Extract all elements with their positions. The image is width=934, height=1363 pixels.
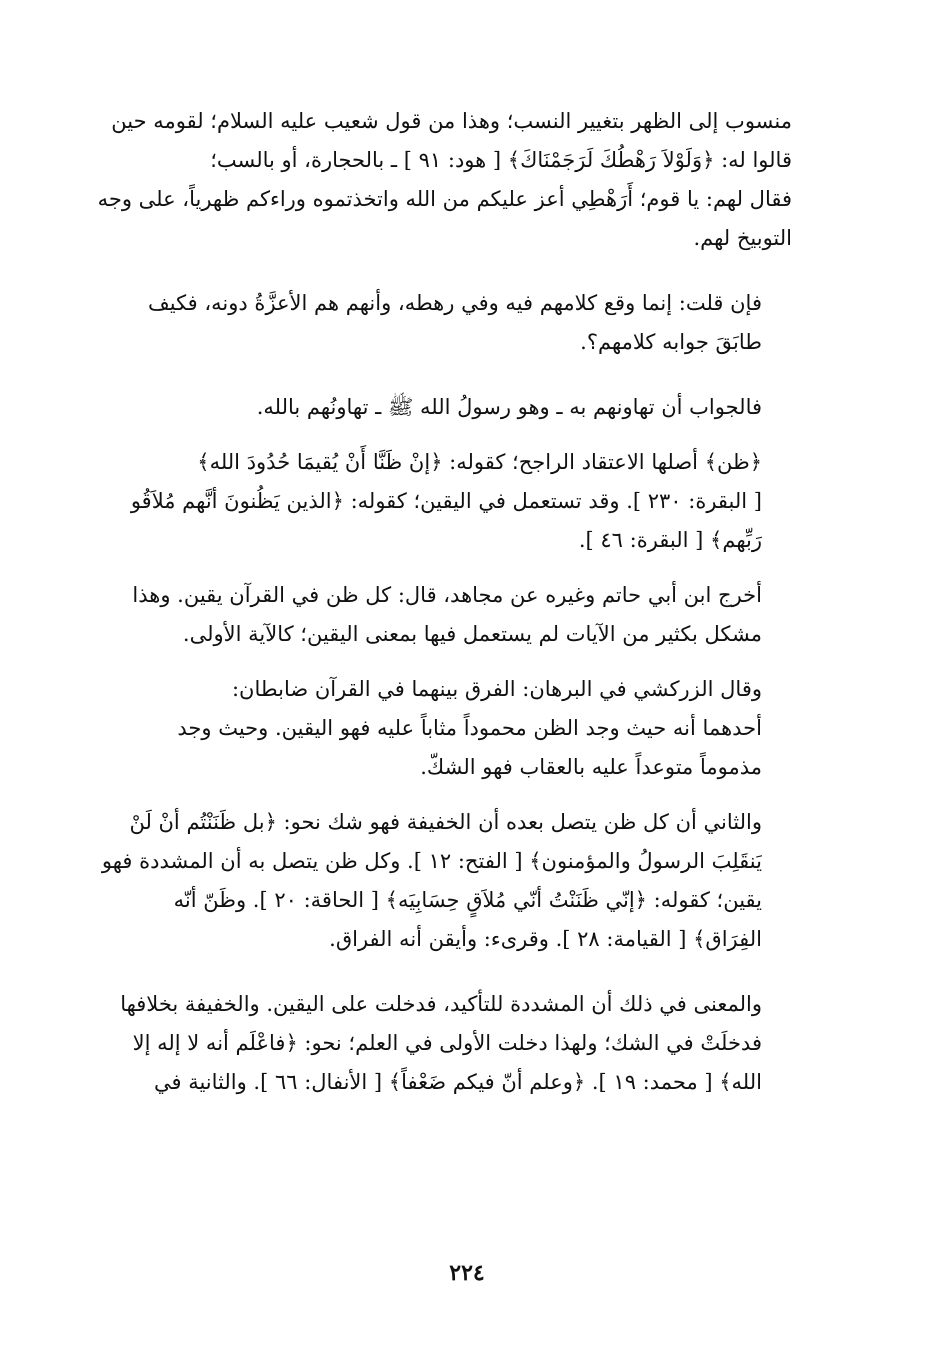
text-line: والثاني أن كل ظن يتصل بعده أن الخفيفة فهو شك نحو: ﴿بل ظَنَنْتُم أنْ لَنْ (129, 810, 762, 834)
text-line: مشكل بكثير من الآيات لم يستعمل فيها بمعنى اليقين؛ كالآية الأولى. (182, 622, 762, 646)
paragraph-7 (92, 709, 792, 787)
text-line: الله﴾ [ محمد: ١٩ ]. ﴿وعلم أنّ فيكم ضَعْفاً﴾ [ الأنفال: ٦٦ ]. والثانية في (153, 1070, 762, 1094)
paragraph-8 (92, 803, 792, 959)
text-line: يقين؛ كقوله: ﴿إنّي ظَنَنْتُ أنّي مُلاَقٍ حِسَابِيَه﴾ [ الحاقة: ٢٠ ]. وظَنّ أنّه (173, 888, 762, 912)
text-line: أحدهما أنه حيث وجد الظن محموداً مثاباً عليه فهو اليقين. وحيث وجد (177, 716, 762, 740)
text-line: طابَقَ جوابه كلامهم؟. (580, 330, 762, 354)
paragraph-6 (92, 670, 792, 709)
text-line: وقال الزركشي في البرهان: الفرق بينهما في القرآن ضابطان: (231, 677, 762, 701)
text-line: [ البقرة: ٢٣٠ ]. وقد تستعمل في اليقين؛ كقوله: ﴿الذين يَظُنونَ أنَّهم مُلاَقُو (130, 489, 762, 513)
paragraph-5 (92, 576, 792, 654)
paragraph-1 (92, 102, 792, 258)
text-line: فدخلَتْ في الشك؛ ولهذا دخلت الأولى في العلم؛ نحو: ﴿فاعْلَم أنه لا إله إلا (132, 1031, 762, 1055)
text-line: التوبيخ لهم. (693, 226, 792, 250)
text-line: والمعنى في ذلك أن المشددة للتأكيد، فدخلت على اليقين. والخفيفة بخلافها (120, 992, 762, 1016)
text-line: يَنقَلِبَ الرسولُ والمؤمنون﴾ [ الفتح: ١٢ ]. وكل ظن يتصل به أن المشددة فهو (101, 849, 762, 873)
text-line: مذموماً متوعداً عليه بالعقاب فهو الشكّ. (420, 755, 762, 779)
page-number: ٢٢٤ (449, 1260, 485, 1286)
text-line: فقال لهم: يا قوم؛ أَرَهْطِي أعز عليكم من الله واتخذتموه وراءكم ظهرياً، على وجه (97, 187, 792, 211)
paragraph-3 (92, 388, 792, 427)
text-line: فإن قلت: إنما وقع كلامهم فيه وفي رهطه، وأنهم هم الأعزَّةُ دونه، فكيف (148, 291, 762, 315)
paragraph-2 (92, 284, 792, 362)
text-line: رَبِّهم﴾ [ البقرة: ٤٦ ]. (578, 528, 762, 552)
text-line: قالوا له: ﴿وَلَوْلاَ رَهْطُكَ لَرَجَمْنَاكَ﴾ [ هود: ٩١ ] ـ بالحجارة، أو بالسب؛ (210, 148, 792, 172)
text-line: ﴿ظن﴾ أصلها الاعتقاد الراجح؛ كقوله: ﴿إنْ ظَنَّا أَنْ يُقيمَا حُدُودَ الله﴾ (197, 450, 762, 474)
text-line: فالجواب أن تهاونهم به ـ وهو رسولُ الله ﷺ ـ تهاونُهم بالله. (256, 395, 762, 419)
text-line: الفِرَاق﴾ [ القيامة: ٢٨ ]. وقرىء: وأيقن أنه الفراق. (329, 927, 762, 951)
paragraph-9 (92, 985, 792, 1102)
paragraph-4 (92, 443, 792, 560)
text-line: أخرج ابن أبي حاتم وغيره عن مجاهد، قال: كل ظن في القرآن يقين. وهذا (132, 583, 762, 607)
text-line: منسوب إلى الظهر بتغيير النسب؛ وهذا من قول شعيب عليه السلام؛ لقومه حين (111, 109, 792, 133)
